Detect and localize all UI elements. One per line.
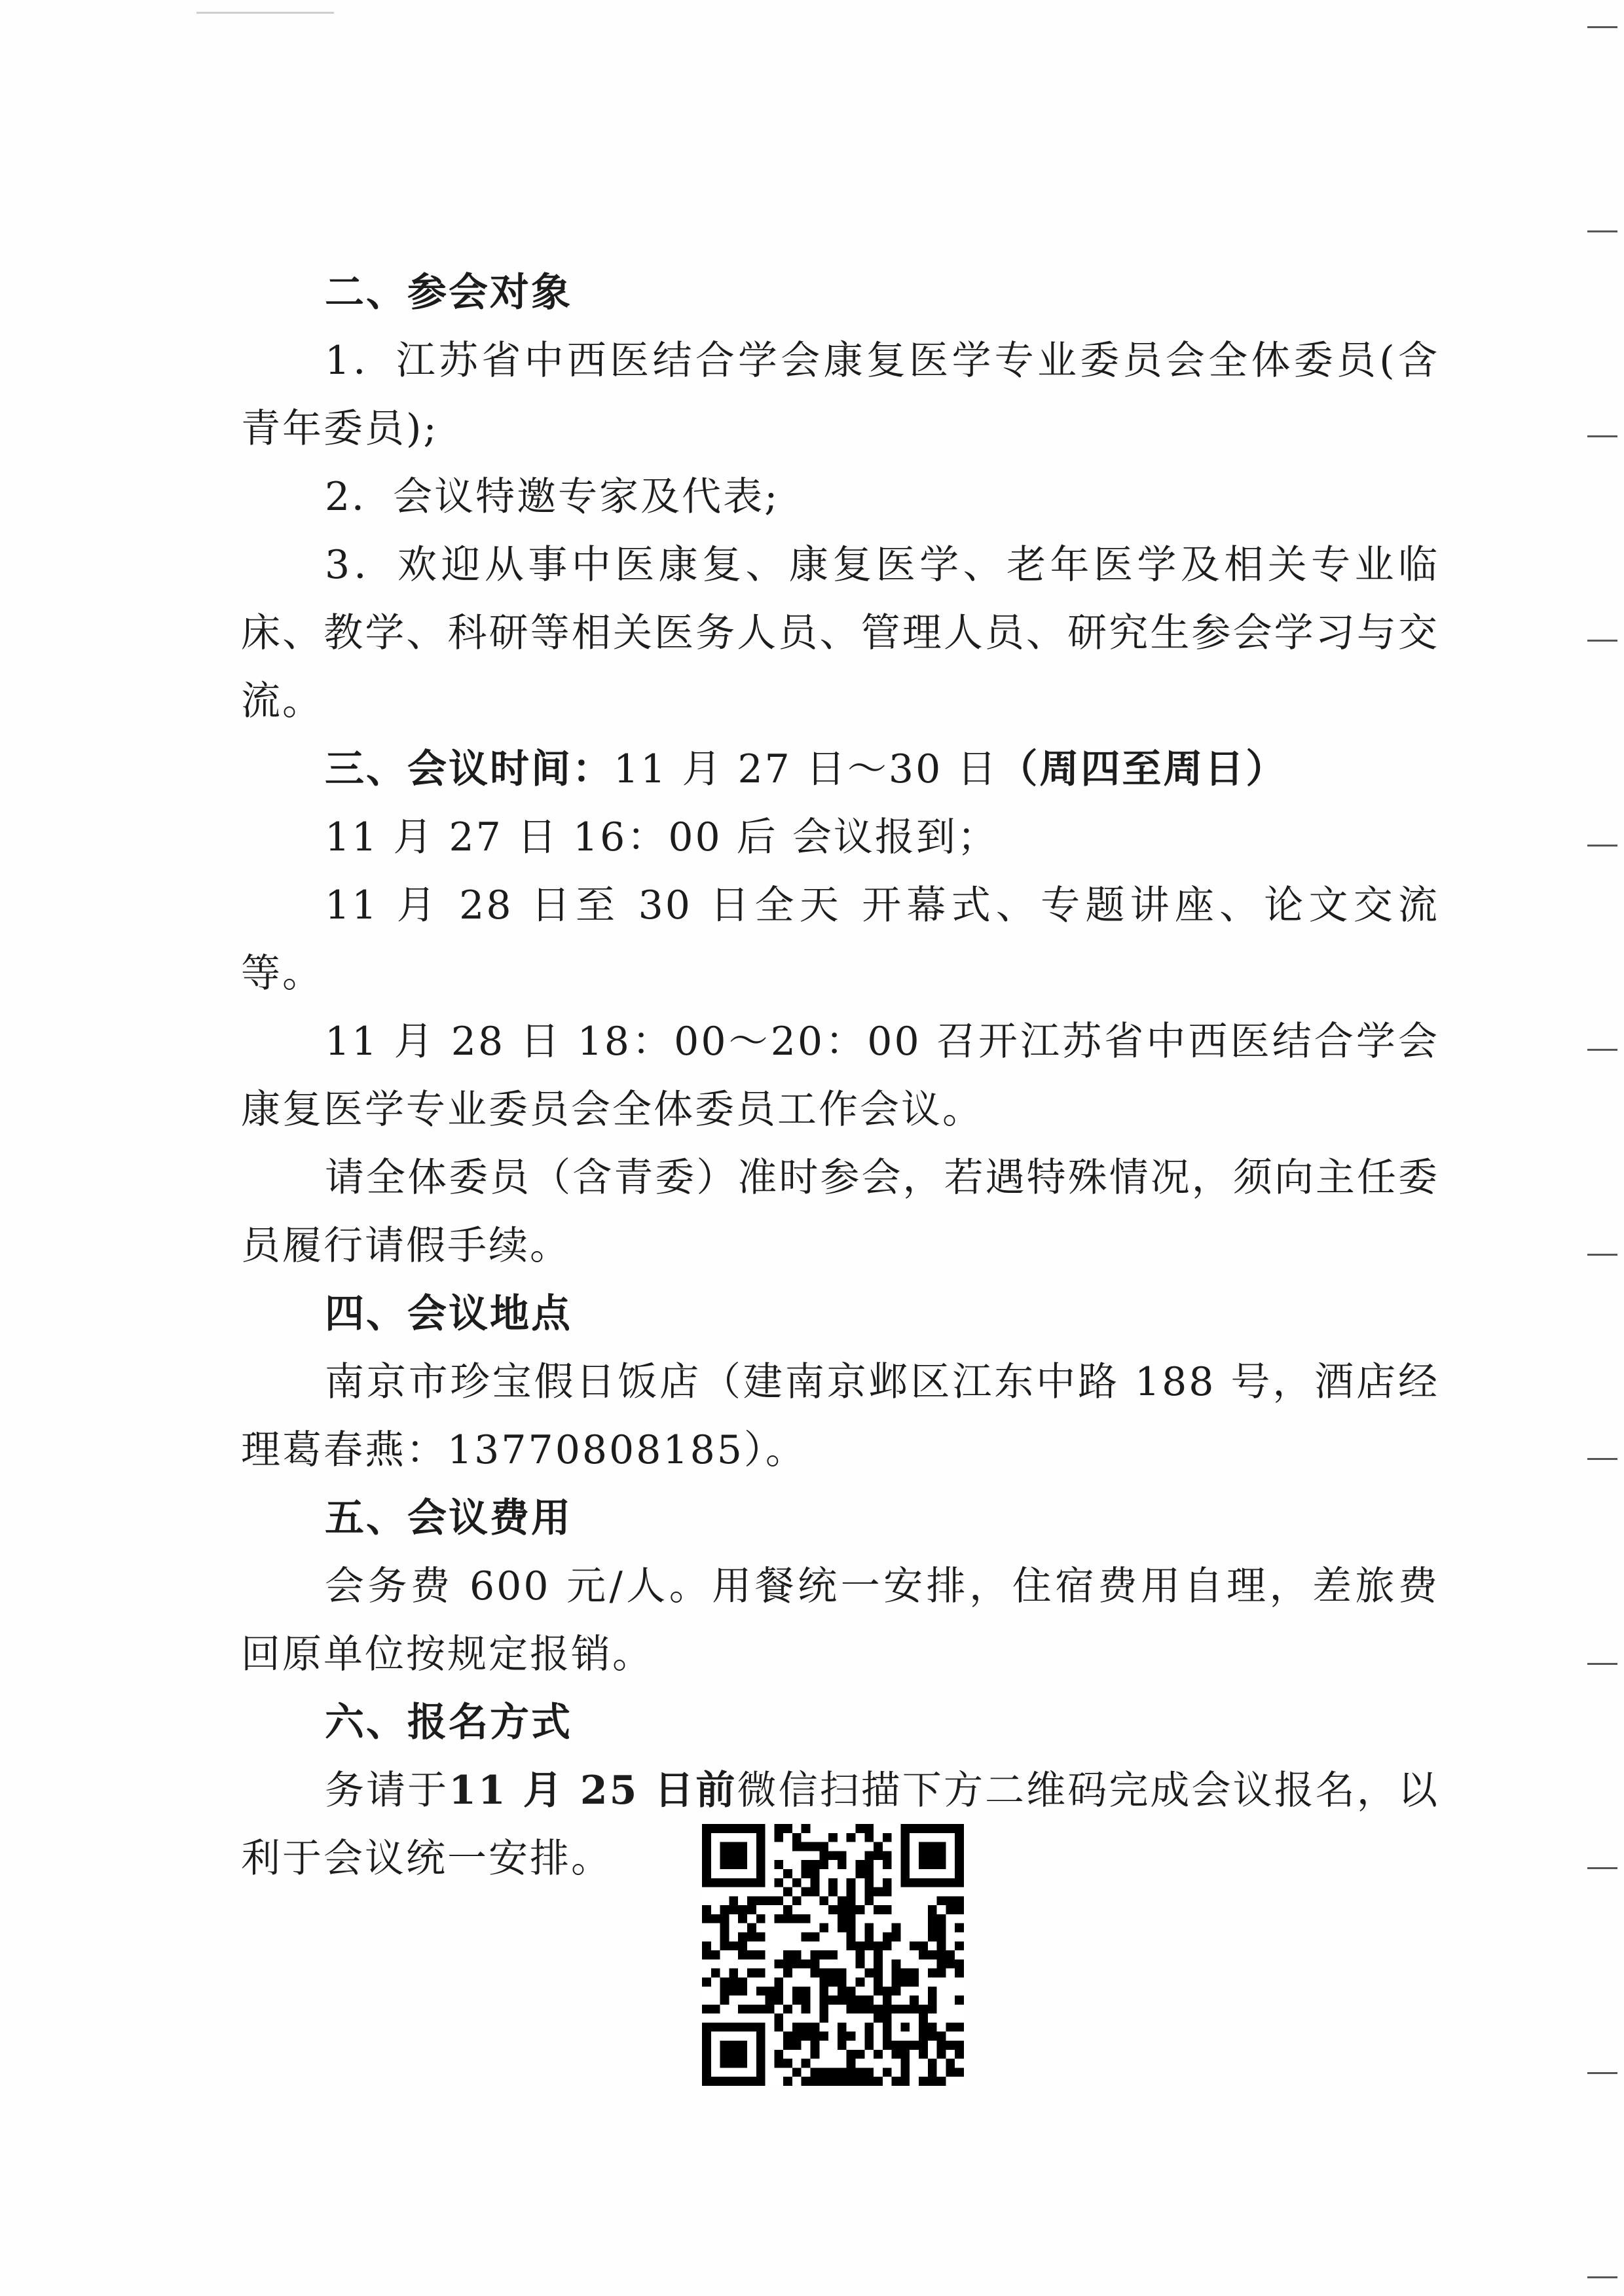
- margin-tick: [1587, 1254, 1617, 1256]
- margin-tick: [1587, 845, 1617, 847]
- section6-text-after: 微信扫描下方二维码完成会议报名，以利于会议统一安排。: [241, 1768, 1439, 1882]
- margin-tick: [1587, 2072, 1617, 2074]
- section2-item3: 3．欢迎从事中医康复、康复医学、老年医学及相关专业临床、教学、科研等相关医务人员、管理人员、研究生参会学习与交流。: [241, 542, 1439, 724]
- section3-heading-label: 三、会议时间：: [325, 746, 614, 792]
- section6-heading: 六、报名方式: [325, 1700, 572, 1745]
- margin-tick: [1587, 2276, 1617, 2278]
- section2-heading: 二、参会对象: [325, 270, 572, 316]
- margin-tick: [1587, 26, 1617, 28]
- margin-tick: [1587, 435, 1617, 437]
- qr-code-icon[interactable]: [702, 1824, 964, 2086]
- section3-heading: [241, 735, 1439, 803]
- margin-tick: [1587, 1049, 1617, 1051]
- qr-code-graphic: [702, 1824, 964, 2086]
- section3-line1: 11 月 27 日 16：00 后 会议报到；: [325, 814, 999, 860]
- margin-tick: [1587, 640, 1617, 642]
- section3-heading-suffix: （周四至周日）: [998, 746, 1287, 792]
- margin-tick: [1587, 1663, 1617, 1665]
- section4-heading: 四、会议地点: [325, 1291, 572, 1337]
- section4-text: 南京市珍宝假日饭店（建南京邺区江东中路 188 号，酒店经理葛春燕：13770808185）。: [241, 1359, 1439, 1473]
- section5-text: 会务费 600 元/人。用餐统一安排，住宿费用自理，差旅费回原单位按规定报销。: [241, 1563, 1439, 1677]
- section5-heading: 五、会议费用: [325, 1495, 572, 1541]
- section3-line2: 11 月 28 日至 30 日全天 开幕式、专题讲座、论文交流等。: [241, 883, 1439, 996]
- section3-line3: 11 月 28 日 18：00～20：00 召开江苏省中西医结合学会康复医学专业委员会全体委员工作会议。: [241, 1019, 1439, 1133]
- margin-tick: [1587, 1458, 1617, 1460]
- section2-item1: 1．江苏省中西医结合学会康复医学专业委员会全体委员(含青年委员);: [241, 338, 1439, 452]
- section3-heading-value: 11 月 27 日～30 日: [614, 746, 999, 792]
- margin-tick: [1587, 230, 1617, 232]
- scan-artifact: [196, 12, 334, 14]
- section3-line4: 请全体委员（含青委）准时参会，若遇特殊情况，须向主任委员履行请假手续。: [241, 1155, 1439, 1269]
- section6-deadline: 11 月 25 日前: [449, 1768, 737, 1813]
- section2-item2: 2．会议特邀专家及代表;: [325, 474, 780, 520]
- section6-text-before: 务请于: [325, 1768, 449, 1813]
- document-body: [241, 259, 1439, 1893]
- margin-tick: [1587, 1867, 1617, 1869]
